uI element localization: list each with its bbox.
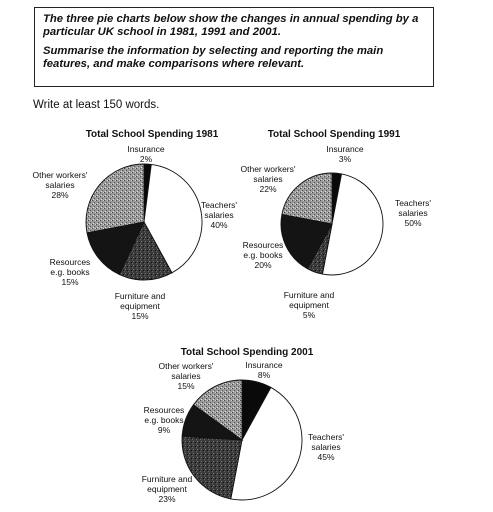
slice-label: [127, 144, 165, 164]
slice-label-line: Other workers': [32, 170, 88, 180]
slice-label-line: e.g. books: [243, 250, 283, 260]
slice-label: [284, 290, 335, 320]
slice-label-line: equipment: [289, 300, 329, 310]
slice-label-line: equipment: [147, 484, 187, 494]
slice-label-line: Insurance: [245, 360, 283, 370]
slice-label-line: 20%: [254, 260, 272, 270]
slice-label-line: 23%: [158, 494, 176, 504]
pie-chart-3: [142, 347, 345, 504]
chart-title: Total School Spending 1991: [267, 129, 401, 140]
slice-label-line: 50%: [404, 218, 422, 228]
slice-label-line: 8%: [257, 370, 271, 380]
chart-title: Total School Spending 1981: [85, 129, 219, 140]
slice-label-line: 15%: [61, 277, 79, 287]
task-prompt: The three pie charts below show the changes in annual spending by a particular UK school in 1981, 1991 and 2001.: [43, 13, 419, 38]
slice-label-line: Teachers': [394, 198, 432, 208]
word-limit-instruction: Write at least 150 words.: [33, 99, 160, 111]
slice-label-line: e.g. books: [50, 267, 90, 277]
slice-label-line: e.g. books: [144, 415, 184, 425]
slice-label-line: salaries: [171, 371, 201, 381]
pie-chart-2: [241, 129, 432, 320]
slice-label-line: Other workers': [158, 361, 214, 371]
slice-label-line: Teachers': [307, 432, 345, 442]
slice-label-line: Other workers': [240, 164, 296, 174]
slice-label-line: Furniture and: [283, 290, 335, 300]
slice-label-line: 28%: [51, 190, 69, 200]
slice-label-line: 15%: [177, 381, 195, 391]
slice-label: [201, 200, 237, 230]
slice-label-line: 2%: [139, 154, 153, 164]
slice-label-line: Furniture and: [141, 474, 193, 484]
slice-label-line: 40%: [210, 220, 228, 230]
slice-label: [326, 144, 364, 164]
slice-label-line: salaries: [45, 180, 75, 190]
slice-label-line: salaries: [253, 174, 283, 184]
pie-slice: [86, 164, 144, 233]
slice-label-line: salaries: [311, 442, 341, 452]
slice-label: [144, 405, 185, 435]
slice-label-line: Furniture and: [114, 291, 166, 301]
chart-title: Total School Spending 2001: [180, 347, 314, 358]
slice-label: [395, 198, 431, 228]
slice-label-line: 15%: [131, 311, 149, 321]
slice-label-line: Resources: [49, 257, 91, 267]
slice-label-line: salaries: [398, 208, 428, 218]
slice-label-line: Insurance: [326, 144, 364, 154]
slice-label-line: 9%: [157, 425, 171, 435]
slice-label: [243, 240, 284, 270]
task-instruction: Summarise the information by selecting and reporting the main features, and make comparisons where relevant.: [43, 45, 384, 70]
slice-label-line: 5%: [302, 310, 316, 320]
slice-label: [142, 474, 193, 504]
slice-label-line: 22%: [259, 184, 277, 194]
slice-label: [159, 361, 214, 391]
pie-chart-1: [33, 129, 238, 321]
slice-label: [33, 170, 88, 200]
slice-label: [50, 257, 91, 287]
slice-label: [115, 291, 166, 321]
slice-label-line: 45%: [317, 452, 335, 462]
slice-label-line: Resources: [242, 240, 284, 250]
slice-label-line: salaries: [204, 210, 234, 220]
slice-label-line: Teachers': [200, 200, 238, 210]
slice-label: [241, 164, 296, 194]
pie-slice: [182, 436, 242, 499]
slice-label-line: Insurance: [127, 144, 165, 154]
slice-label: [308, 432, 344, 462]
slice-label-line: 3%: [338, 154, 352, 164]
slice-label-line: Resources: [143, 405, 185, 415]
slice-label: [245, 360, 283, 380]
slice-label-line: equipment: [120, 301, 160, 311]
